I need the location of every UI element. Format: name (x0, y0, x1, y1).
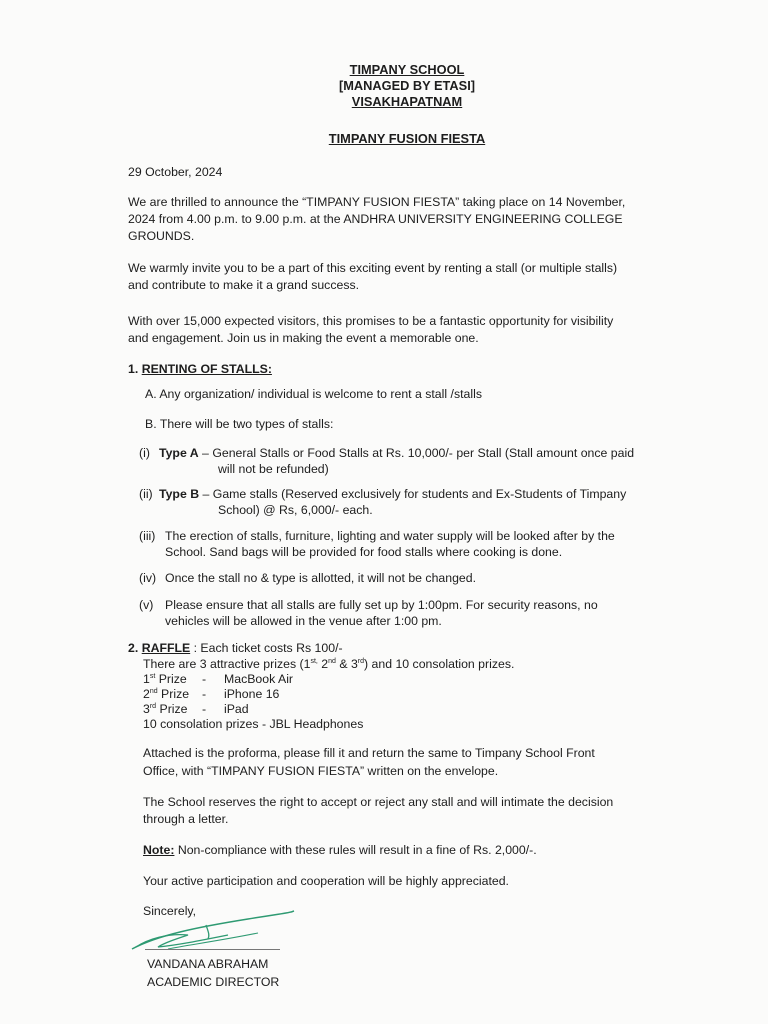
intro-p3-line1: With over 15,000 expected visitors, this promises to be a fantastic opportunity for visibility (128, 314, 614, 328)
item-v-number: (v) (139, 598, 154, 612)
prizes-intro-part4: ) and 10 consolation prizes. (364, 657, 515, 671)
item-v-line2: vehicles will be allowed in the venue after 1:00 pm. (165, 614, 442, 628)
item-v-line1: Please ensure that all stalls are fully set up by 1:00pm. For security reasons, no (165, 598, 598, 612)
section2-title: RAFFLE (141, 641, 191, 655)
type-b-label: Type B (159, 487, 200, 501)
consolation-prizes: 10 consolation prizes - JBL Headphones (143, 717, 364, 731)
intro-p2-line2: and contribute to make it a grand success. (128, 278, 360, 292)
raffle-prizes-intro (143, 656, 514, 673)
signature-stroke-under (168, 933, 258, 949)
section2-heading (128, 640, 343, 657)
proforma-line2: Office, with “TIMPANY FUSION FIESTA” written on the envelope. (143, 764, 499, 778)
item-i-line1 (159, 445, 634, 462)
prize-3-ordinal: 3 (143, 702, 150, 716)
prize-3-sup: rd (149, 703, 157, 710)
section1-item-a: A. Any organization/ individual is welcome to rent a stall /stalls (145, 387, 482, 401)
prize-2-sup: nd (149, 688, 158, 695)
prize-1-item: MacBook Air (224, 672, 294, 686)
item-iii-line2: School. Sand bags will be provided for food stalls where cooking is done. (165, 545, 563, 559)
item-iv-line1: Once the stall no & type is allotted, it will not be changed. (165, 571, 477, 585)
item-iv-number: (iv) (139, 571, 157, 585)
sincerely-text: Sincerely, (143, 904, 197, 918)
item-ii-line2: School) @ Rs, 6,000/- each. (218, 503, 373, 517)
prize-2-word: Prize (157, 687, 190, 701)
intro-p1-line3: GROUNDS. (128, 229, 195, 243)
event-title: TIMPANY FUSION FIESTA (328, 131, 486, 146)
note-text: Non-compliance with these rules will result in a fine of Rs. 2,000/-. (174, 843, 537, 857)
managed-by: [MANAGED BY ETASI] (338, 78, 476, 93)
section1-heading (128, 361, 272, 378)
prizes-intro-part2: 2 (317, 657, 329, 671)
section1-title: RENTING OF STALLS: (141, 362, 272, 376)
item-ii-number: (ii) (139, 487, 153, 501)
prize-1-sup: st (149, 673, 156, 680)
handwritten-signature (128, 905, 298, 955)
intro-p3-line2: and engagement. Join us in making the event a memorable one. (128, 331, 479, 345)
intro-p2-line1: We warmly invite you to be a part of this exciting event by renting a stall (or multiple stalls) (128, 261, 618, 275)
prize-3-item: iPad (224, 702, 249, 716)
type-a-text: – General Stalls or Food Stalls at Rs. 10,000/- per Stall (Stall amount once paid (198, 446, 635, 460)
intro-p1-line1: We are thrilled to announce the “TIMPANY FUSION FIESTA” taking place on 14 November, (128, 195, 626, 209)
prize-2-item: iPhone 16 (224, 687, 280, 701)
section2-number: 2. (128, 641, 139, 655)
signature-stroke-tick (206, 925, 209, 939)
prizes-intro-part1: There are 3 attractive prizes (1 (143, 657, 311, 671)
item-i-number: (i) (139, 446, 150, 460)
prize-3-dash: - (202, 702, 207, 716)
type-a-label: Type A (159, 446, 199, 460)
prize-1-ordinal: 1 (143, 672, 150, 686)
item-i-line2: will not be refunded) (218, 462, 329, 476)
prize-2-dash: - (202, 687, 207, 701)
prize-2-ordinal: 2 (143, 687, 150, 701)
note-label: Note: (143, 843, 175, 857)
type-b-text: – Game stalls (Reserved exclusively for students and Ex-Students of Timpany (199, 487, 627, 501)
school-name: TIMPANY SCHOOL (349, 62, 465, 77)
letter-date: 29 October, 2024 (128, 165, 223, 179)
intro-p1-line2: 2024 from 4.00 p.m. to 9.00 p.m. at the ANDHRA UNIVERSITY ENGINEERING COLLEGE (128, 212, 623, 226)
section1-number: 1. (128, 362, 139, 376)
prize-1-dash: - (202, 672, 207, 686)
prizes-intro-part3: & 3 (335, 657, 358, 671)
item-iii-number: (iii) (139, 529, 156, 543)
city-name: VISAKHAPATNAM (351, 94, 463, 109)
sup-st: st, (310, 658, 318, 665)
prize-3-word: Prize (156, 702, 188, 716)
signature-line (145, 949, 280, 950)
signer-name: VANDANA ABRAHAM (147, 957, 269, 971)
reserve-line2: through a letter. (143, 812, 229, 826)
prize-1-word: Prize (155, 672, 187, 686)
note-line (143, 842, 537, 859)
proforma-line1: Attached is the proforma, please fill it and return the same to Timpany School Front (143, 746, 595, 760)
item-iii-line1: The erection of stalls, furniture, lighting and water supply will be looked after by the (165, 529, 615, 543)
item-ii-line1 (159, 486, 626, 503)
signature-stroke-main (132, 911, 294, 949)
section1-item-b: B. There will be two types of stalls: (145, 417, 334, 431)
signer-title: ACADEMIC DIRECTOR (147, 975, 280, 989)
sup-nd: nd (328, 658, 336, 665)
sup-rd: rd (357, 658, 365, 665)
appreciation-line: Your active participation and cooperation will be highly appreciated. (143, 874, 509, 888)
raffle-cost: : Each ticket costs Rs 100/- (190, 641, 343, 655)
reserve-line1: The School reserves the right to accept or reject any stall and will intimate the decision (143, 795, 614, 809)
